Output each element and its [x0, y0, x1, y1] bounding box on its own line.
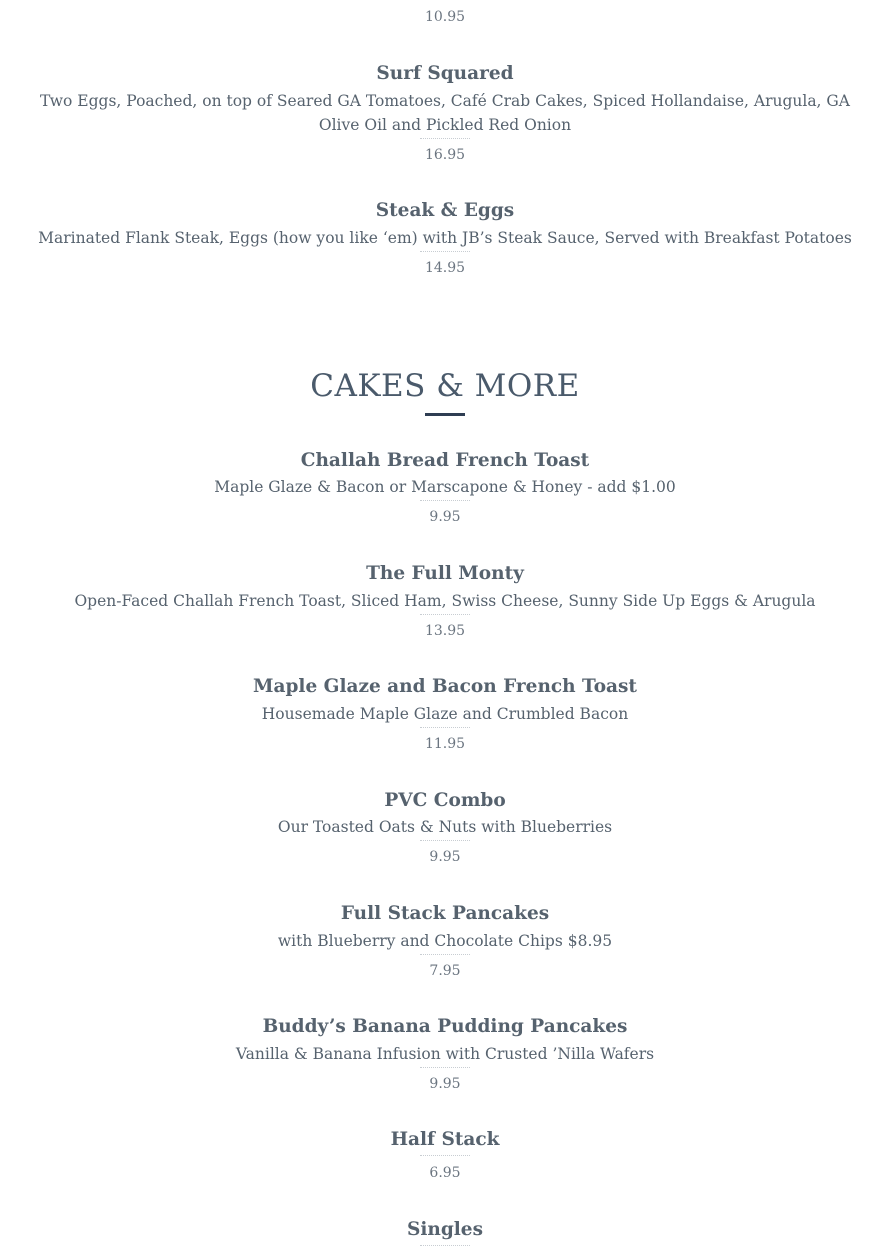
- menu-item-name: Challah Bread French Toast: [300, 450, 590, 471]
- menu-item-description: Marinated Flank Steak, Eggs (how you like ‘em) with JB’s Steak Sauce, Served with Breakfast Potatoes: [38, 229, 852, 247]
- price-divider: [420, 1245, 470, 1246]
- price-divider: [420, 1067, 470, 1068]
- menu-item-name: Steak & Eggs: [375, 200, 515, 221]
- menu-item-price: 9.95: [429, 849, 461, 865]
- price-divider: [420, 138, 470, 139]
- menu-item-price: 13.95: [424, 623, 466, 639]
- price-divider: [420, 954, 470, 955]
- menu-item-description: Two Eggs, Poached, on top of Seared GA Tomatoes, Café Crab Cakes, Spiced Hollandaise, Arugula, GA Olive Oil and Pickled Red Onion: [39, 92, 850, 134]
- menu-item-description: Open-Faced Challah French Toast, Sliced Ham, Swiss Cheese, Sunny Side Up Eggs & Arugula: [74, 592, 816, 610]
- menu-item-price: 14.95: [424, 260, 466, 276]
- price-divider: [420, 840, 470, 841]
- menu-item-name: Full Stack Pancakes: [340, 903, 550, 924]
- menu-item-name: Maple Glaze and Bacon French Toast: [253, 676, 637, 697]
- menu-item-name: PVC Combo: [384, 790, 506, 811]
- section-title-underline: [425, 413, 465, 416]
- menu-item-name: The Full Monty: [366, 563, 524, 584]
- menu-item-description: Our Toasted Oats & Nuts with Blueberries: [277, 818, 613, 836]
- menu-item-price: 11.95: [424, 736, 466, 752]
- section-title: CAKES & MORE: [310, 368, 580, 404]
- price-divider: [420, 251, 470, 252]
- menu-item-name: Half Stack: [390, 1129, 500, 1150]
- menu-item-price: 9.95: [429, 1076, 461, 1092]
- menu-item-name: Surf Squared: [376, 63, 514, 84]
- menu-item-description: with Blueberry and Chocolate Chips $8.95: [277, 932, 613, 950]
- menu-item-price: 9.95: [429, 509, 461, 525]
- menu-item-price: 16.95: [424, 147, 466, 163]
- menu-item-description: Vanilla & Banana Infusion with Crusted ’Nilla Wafers: [235, 1045, 655, 1063]
- menu-item-name: Singles: [407, 1219, 483, 1240]
- price-divider: [420, 500, 470, 501]
- menu-item-description: Maple Glaze & Bacon or Marscapone & Honey - add $1.00: [214, 478, 676, 496]
- menu-item-name: Buddy’s Banana Pudding Pancakes: [262, 1016, 628, 1037]
- price-divider: [420, 727, 470, 728]
- price-divider: [420, 1155, 470, 1156]
- price-divider: [420, 614, 470, 615]
- menu-item-price: 10.95: [424, 9, 466, 25]
- menu-item-price: 6.95: [429, 1165, 461, 1181]
- menu-item-description: Housemade Maple Glaze and Crumbled Bacon: [261, 705, 629, 723]
- menu-item-price: 7.95: [429, 963, 461, 979]
